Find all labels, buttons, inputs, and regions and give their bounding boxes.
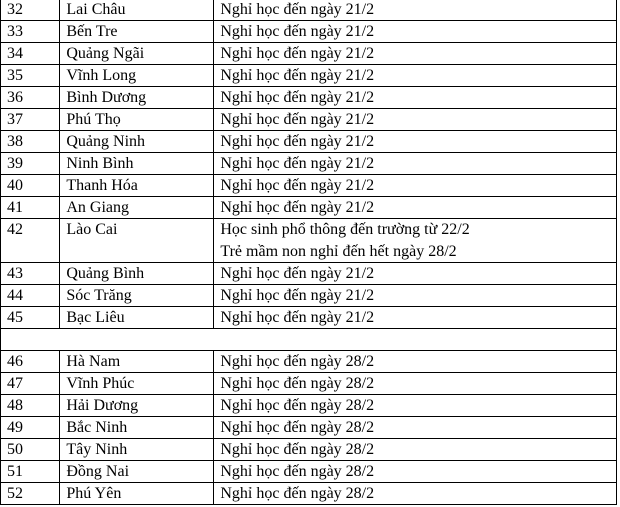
table-row: [1, 351, 617, 373]
row-number: 50: [1, 439, 60, 461]
table-row: [1, 417, 617, 439]
row-number: 48: [1, 395, 60, 417]
closure-status: Nghỉ học đến ngày 28/2: [214, 483, 617, 505]
table-row: [1, 175, 617, 197]
province-name: Lai Châu: [60, 0, 214, 21]
separator-cell: [1, 329, 617, 351]
table-row: [1, 373, 617, 395]
province-name: Sóc Trăng: [60, 285, 214, 307]
table-row: [1, 285, 617, 307]
table-body: [1, 0, 617, 505]
closure-status: Nghỉ học đến ngày 21/2: [214, 109, 617, 131]
table-row: [1, 395, 617, 417]
row-number: 34: [1, 43, 60, 65]
province-name: Vĩnh Long: [60, 65, 214, 87]
province-name: Phú Yên: [60, 483, 214, 505]
row-number: 38: [1, 131, 60, 153]
closure-status: Nghỉ học đến ngày 28/2: [214, 395, 617, 417]
province-name: Đồng Nai: [60, 461, 214, 483]
table-row: [1, 153, 617, 175]
province-name: Bạc Liêu: [60, 307, 214, 329]
closure-status: Nghỉ học đến ngày 21/2: [214, 285, 617, 307]
province-name: Quảng Bình: [60, 263, 214, 285]
province-name: Bình Dương: [60, 87, 214, 109]
province-name: Vĩnh Phúc: [60, 373, 214, 395]
province-name: Phú Thọ: [60, 109, 214, 131]
province-name: Hải Dương: [60, 395, 214, 417]
province-name: Tây Ninh: [60, 439, 214, 461]
row-number: 32: [1, 0, 60, 21]
province-name: An Giang: [60, 197, 214, 219]
row-number: 51: [1, 461, 60, 483]
row-number: 33: [1, 21, 60, 43]
province-name: Thanh Hóa: [60, 175, 214, 197]
province-name: Quảng Ngãi: [60, 43, 214, 65]
table-row: [1, 43, 617, 65]
closure-status: Nghỉ học đến ngày 21/2: [214, 21, 617, 43]
province-name: Ninh Bình: [60, 153, 214, 175]
row-number: 46: [1, 351, 60, 373]
province-name: Lào Cai: [60, 219, 214, 263]
row-number: 37: [1, 109, 60, 131]
closure-status: Nghỉ học đến ngày 21/2: [214, 43, 617, 65]
table-row: [1, 21, 617, 43]
closure-status: Nghỉ học đến ngày 21/2: [214, 263, 617, 285]
closure-status: Nghỉ học đến ngày 28/2: [214, 373, 617, 395]
closure-status: Nghỉ học đến ngày 28/2: [214, 439, 617, 461]
row-number: 44: [1, 285, 60, 307]
table-row: [1, 307, 617, 329]
row-number: 42: [1, 219, 60, 263]
status-line-2: Trẻ mầm non nghỉ đến hết ngày 28/2: [220, 242, 457, 260]
row-number: 35: [1, 65, 60, 87]
row-number: 40: [1, 175, 60, 197]
table-row: [1, 197, 617, 219]
closure-status: Nghỉ học đến ngày 21/2: [214, 197, 617, 219]
table-row: [1, 131, 617, 153]
row-number: 39: [1, 153, 60, 175]
table-row: [1, 219, 617, 263]
closure-status: Nghỉ học đến ngày 21/2: [214, 65, 617, 87]
table-row: [1, 461, 617, 483]
closure-status: Nghỉ học đến ngày 21/2: [214, 87, 617, 109]
row-number: 41: [1, 197, 60, 219]
province-name: Bến Tre: [60, 21, 214, 43]
closure-status: Nghỉ học đến ngày 21/2: [214, 153, 617, 175]
closure-status: Nghỉ học đến ngày 28/2: [214, 417, 617, 439]
table-row: [1, 65, 617, 87]
row-number: 52: [1, 483, 60, 505]
row-number: 36: [1, 87, 60, 109]
province-name: Quảng Ninh: [60, 131, 214, 153]
province-name: Bắc Ninh: [60, 417, 214, 439]
table-row: [1, 0, 617, 21]
closure-status: Nghỉ học đến ngày 21/2: [214, 0, 617, 21]
table-row: [1, 483, 617, 505]
status-line-1: Học sinh phổ thông đến trường từ 22/2: [220, 221, 470, 238]
table-row: [1, 439, 617, 461]
row-number: 47: [1, 373, 60, 395]
row-number: 43: [1, 263, 60, 285]
row-number: 45: [1, 307, 60, 329]
closure-status: Nghỉ học đến ngày 21/2: [214, 307, 617, 329]
closure-status: Nghỉ học đến ngày 28/2: [214, 461, 617, 483]
closure-status-multiline: [214, 219, 617, 263]
closure-status: Nghỉ học đến ngày 21/2: [214, 175, 617, 197]
table-row: [1, 109, 617, 131]
closure-status: Nghỉ học đến ngày 21/2: [214, 131, 617, 153]
closure-status: Nghỉ học đến ngày 28/2: [214, 351, 617, 373]
table-row: [1, 263, 617, 285]
separator-row: [1, 329, 617, 351]
row-number: 49: [1, 417, 60, 439]
table-row: [1, 87, 617, 109]
province-name: Hà Nam: [60, 351, 214, 373]
